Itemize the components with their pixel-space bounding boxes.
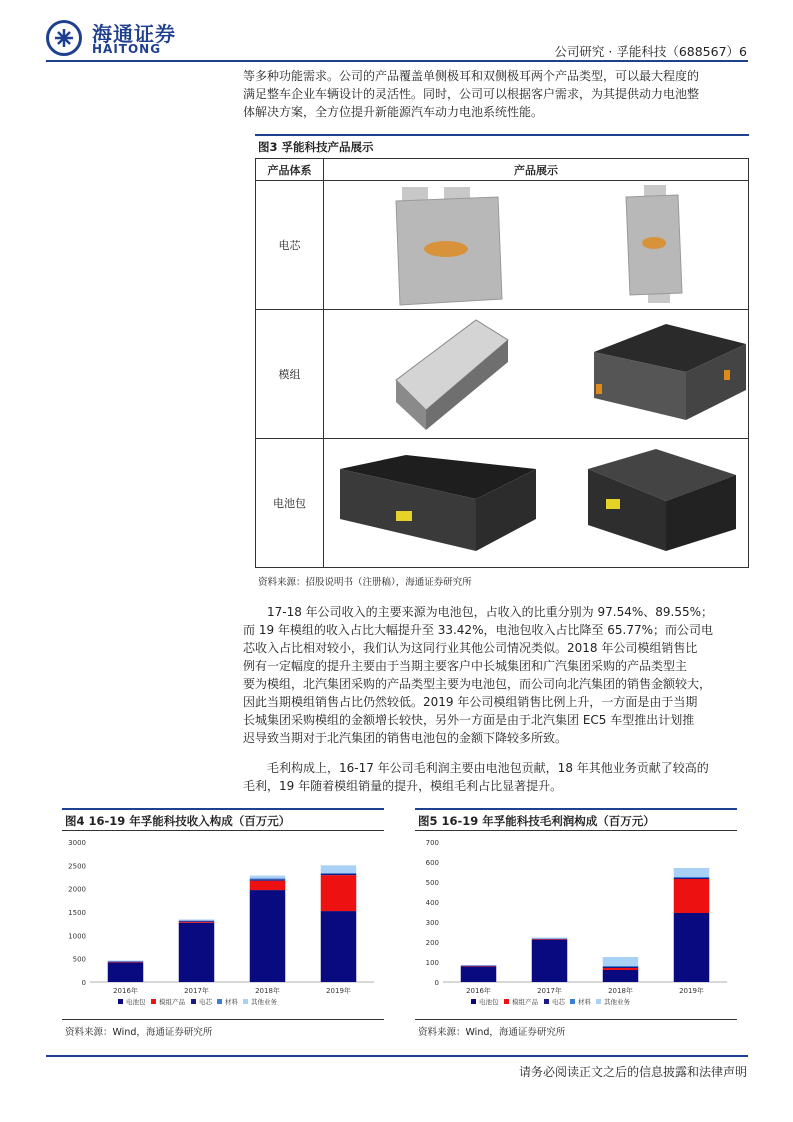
legend-label: 电池包: [479, 998, 499, 1006]
bar-segment: [674, 913, 710, 982]
bar-segment: [674, 868, 710, 877]
text-line: 例有一定幅度的提升主要由于当期主要客户中长城集团和广汽集团采购的产品类型主: [243, 659, 688, 673]
legend-label: 其他业务: [251, 998, 277, 1006]
bar-segment: [461, 965, 497, 966]
text-line: 迟导致当期对于北汽集团的销售电池包的金额下降较多所致。: [243, 731, 568, 745]
text-line: 毛利，19 年随着模组销量的提升，模组毛利占比显著提升。: [243, 779, 563, 793]
bar-segment: [179, 921, 215, 922]
legend-swatch: [596, 999, 601, 1004]
footer-divider: [46, 1055, 748, 1057]
legend-swatch: [191, 999, 196, 1004]
x-tick-label: 2018年: [255, 987, 280, 995]
bar-segment: [674, 877, 710, 878]
legend-label: 电芯: [552, 998, 565, 1006]
bar-segment: [179, 919, 215, 920]
legend-label: 模组产品: [159, 998, 185, 1006]
bar-segment: [603, 966, 639, 967]
legend-label: 其他业务: [604, 998, 630, 1006]
y-tick-label: 300: [425, 919, 439, 927]
bar-segment: [603, 967, 639, 968]
x-tick-label: 2019年: [326, 987, 351, 995]
legend-swatch: [217, 999, 222, 1004]
y-tick-label: 400: [425, 899, 439, 907]
y-tick-label: 700: [425, 839, 439, 847]
x-tick-label: 2017年: [537, 987, 562, 995]
figure-top-rule: [62, 808, 384, 810]
bar-segment: [250, 890, 286, 982]
cell-product-images: [324, 310, 749, 439]
bar-segment: [108, 962, 144, 982]
figure-title: 图5 16-19 年孚能科技毛利润构成（百万元）: [418, 814, 655, 828]
table-row-label: 模组: [256, 310, 324, 439]
battery-module-image: [326, 310, 746, 435]
y-tick-label: 600: [425, 859, 439, 867]
y-tick-label: 200: [425, 939, 439, 947]
x-tick-label: 2016年: [466, 987, 491, 995]
table-header: 产品展示: [324, 159, 749, 181]
bar-segment: [603, 957, 639, 966]
product-table: [255, 158, 749, 568]
figure-bottom-rule: [62, 1019, 384, 1020]
bar-segment: [179, 923, 215, 982]
y-tick-label: 100: [425, 959, 439, 967]
y-tick-label: 3000: [68, 839, 86, 847]
bar-segment: [179, 922, 215, 923]
bar-segment: [250, 881, 286, 890]
footer-disclaimer: 请务必阅读正文之后的信息披露和法律声明: [518, 1065, 747, 1079]
y-tick-label: 1000: [68, 932, 86, 941]
x-tick-label: 2017年: [184, 987, 209, 995]
bar-segment: [603, 970, 639, 982]
figure-source: 资料来源：Wind，海通证券研究所: [418, 1027, 566, 1038]
bar-segment: [532, 939, 568, 940]
page-header-title: 公司研究 · 孚能科技（688567）6: [554, 44, 747, 59]
battery-cell-image: [326, 181, 746, 306]
bar-segment: [321, 873, 357, 874]
bar-segment: [461, 966, 497, 982]
legend-label: 模组产品: [512, 998, 538, 1006]
header-divider: [46, 60, 748, 62]
gross-profit-chart-svg: [415, 832, 737, 1017]
legend-swatch: [544, 999, 549, 1004]
logo-icon: [46, 20, 82, 56]
legend-swatch: [243, 999, 248, 1004]
legend-label: 电芯: [199, 998, 212, 1006]
body-paragraph-2: [243, 759, 749, 795]
text-line: 因此当期模组销售占比仍然较低。2019 年公司模组销售比例上升，一方面是由于当期: [243, 695, 698, 709]
bar-segment: [674, 878, 710, 879]
y-tick-label: 500: [72, 955, 86, 964]
table-header: 产品体系: [256, 159, 324, 181]
text-line: 芯收入占比相对较小，我们认为这同行业其他公司情况类似。2018 年公司模组销售比: [243, 641, 698, 655]
legend-label: 材料: [225, 998, 238, 1006]
logo-text-cn: 海通证券: [92, 22, 176, 46]
table-row-label: 电池包: [256, 439, 324, 568]
cell-product-images: [324, 439, 749, 568]
bar-segment: [250, 876, 286, 879]
revenue-chart: [62, 832, 384, 1021]
bar-segment: [108, 961, 144, 962]
bar-segment: [321, 875, 357, 911]
x-tick-label: 2018年: [608, 987, 633, 995]
battery-pack-image: [326, 439, 746, 564]
text-line: 长城集团采购模组的金额增长较快，另外一方面是由于北汽集团 EC5 车型推出计划推: [243, 713, 695, 727]
figure-title: 图3 孚能科技产品展示: [258, 140, 374, 154]
legend-label: 材料: [578, 998, 591, 1006]
table-row-label: 电芯: [256, 181, 324, 310]
bar-segment: [532, 938, 568, 939]
bar-segment: [250, 878, 286, 879]
legend-swatch: [118, 999, 123, 1004]
bar-segment: [321, 911, 357, 982]
legend-swatch: [471, 999, 476, 1004]
legend-swatch: [504, 999, 509, 1004]
y-tick-label: 2500: [68, 862, 86, 871]
figure-title-rule: [415, 830, 737, 831]
text-line: 等多种功能需求。公司的产品覆盖单侧极耳和双侧极耳两个产品类型，可以最大程度的: [243, 69, 700, 83]
bar-segment: [674, 879, 710, 913]
bar-segment: [321, 874, 357, 875]
text-line: 17-18 年公司收入的主要来源为电池包，占收入的比重分别为 97.54%、89.55%；: [267, 605, 714, 619]
text-line: 满足整车企业车辆设计的灵活性。同时，公司可以根据客户需求，为其提供动力电池整: [243, 87, 700, 101]
legend-label: 电池包: [126, 998, 146, 1006]
bar-segment: [250, 879, 286, 880]
x-tick-label: 2016年: [113, 987, 138, 995]
text-line: 体解决方案，全方位提升新能源汽车动力电池系统性能。: [243, 105, 544, 119]
text-line: 毛利构成上，16-17 年公司毛利润主要由电池包贡献，18 年其他业务贡献了较高的: [267, 761, 709, 775]
y-tick-label: 2000: [68, 885, 86, 894]
logo-text-en: HAITONG: [92, 42, 162, 56]
gross-profit-chart: [415, 832, 737, 1021]
figure-source: 资料来源：招股说明书（注册稿），海通证券研究所: [258, 577, 472, 588]
legend-swatch: [570, 999, 575, 1004]
y-tick-label: 1500: [68, 909, 86, 917]
y-tick-label: 500: [425, 879, 439, 887]
y-tick-label: 0: [81, 979, 86, 987]
figure-source: 资料来源：Wind，海通证券研究所: [65, 1027, 213, 1038]
body-paragraph: [243, 603, 749, 747]
y-tick-label: 0: [434, 979, 439, 987]
figure-top-rule: [415, 808, 737, 810]
revenue-chart-svg: [62, 832, 384, 1017]
text-line: 要为模组，北汽集团采购的产品类型主要为电池包，而公司向北汽集团的销售金额较大，: [243, 677, 712, 691]
bar-segment: [532, 939, 568, 940]
figure-top-rule: [255, 134, 749, 136]
text-line: 而 19 年模组的收入占比大幅提升至 33.42%，电池包收入占比降至 65.77%；而公司电: [243, 623, 714, 637]
bar-segment: [321, 865, 357, 872]
figure-title-rule: [62, 830, 384, 831]
figure-title: 图4 16-19 年孚能科技收入构成（百万元）: [65, 814, 291, 828]
bar-segment: [532, 940, 568, 982]
x-tick-label: 2019年: [679, 987, 704, 995]
figure-bottom-rule: [415, 1019, 737, 1020]
intro-paragraph: [243, 67, 749, 121]
cell-product-images: [324, 181, 749, 310]
legend-swatch: [151, 999, 156, 1004]
bar-segment: [603, 968, 639, 970]
